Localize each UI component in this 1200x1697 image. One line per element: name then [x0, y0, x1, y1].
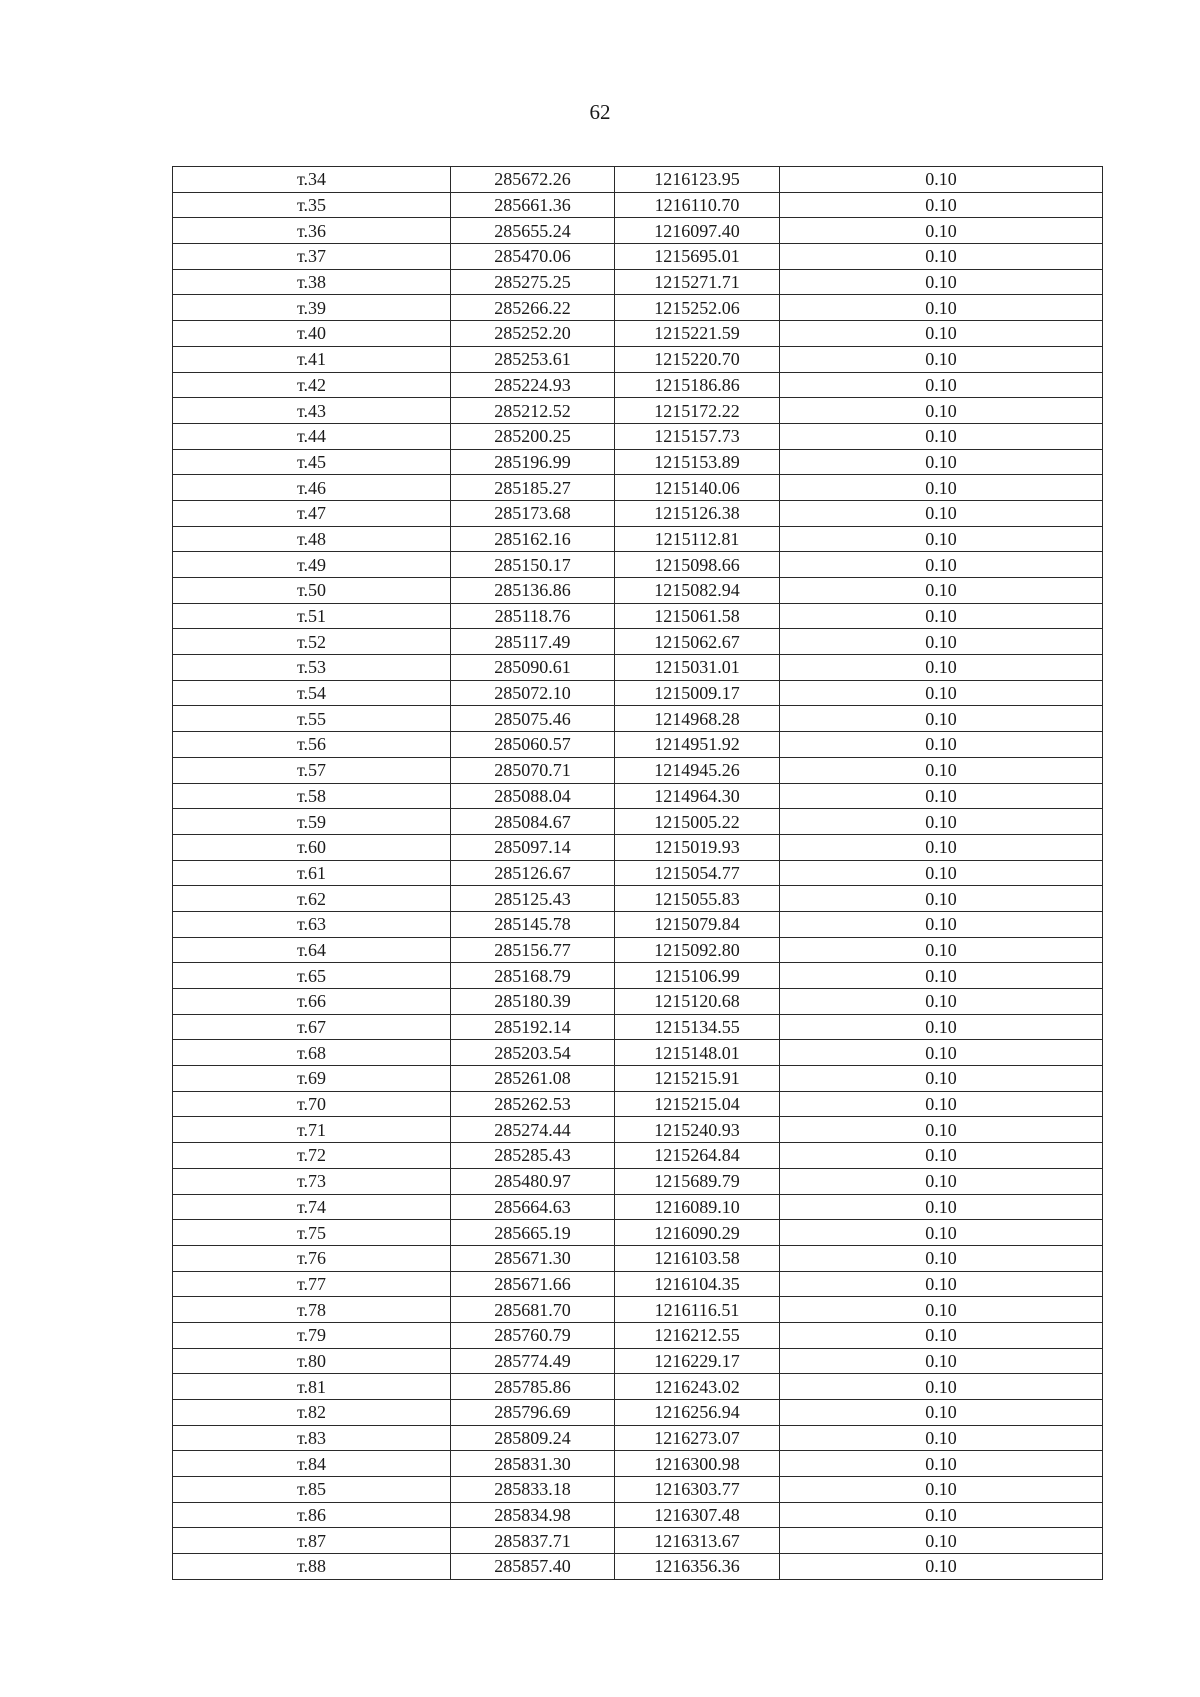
y-coordinate-cell: 1216123.95 [615, 167, 780, 193]
accuracy-cell: 0.10 [780, 1374, 1103, 1400]
x-coordinate-cell: 285837.71 [451, 1528, 615, 1554]
accuracy-cell: 0.10 [780, 1348, 1103, 1374]
table-row [173, 1374, 1103, 1400]
table-row [173, 706, 1103, 732]
accuracy-cell: 0.10 [780, 1502, 1103, 1528]
point-cell: т.67 [173, 1014, 451, 1040]
x-coordinate-cell: 285224.93 [451, 372, 615, 398]
point-cell: т.47 [173, 500, 451, 526]
accuracy-cell: 0.10 [780, 1014, 1103, 1040]
y-coordinate-cell: 1215079.84 [615, 911, 780, 937]
accuracy-cell: 0.10 [780, 937, 1103, 963]
accuracy-cell: 0.10 [780, 629, 1103, 655]
y-coordinate-cell: 1216110.70 [615, 192, 780, 218]
x-coordinate-cell: 285097.14 [451, 834, 615, 860]
y-coordinate-cell: 1215019.93 [615, 834, 780, 860]
table-row [173, 526, 1103, 552]
y-coordinate-cell: 1216356.36 [615, 1554, 780, 1580]
table-row [173, 937, 1103, 963]
accuracy-cell: 0.10 [780, 192, 1103, 218]
x-coordinate-cell: 285833.18 [451, 1477, 615, 1503]
y-coordinate-cell: 1216243.02 [615, 1374, 780, 1400]
page-number: 62 [589, 100, 611, 124]
accuracy-cell: 0.10 [780, 1066, 1103, 1092]
x-coordinate-cell: 285150.17 [451, 552, 615, 578]
table-row [173, 423, 1103, 449]
y-coordinate-cell: 1215009.17 [615, 680, 780, 706]
x-coordinate-cell: 285192.14 [451, 1014, 615, 1040]
table-row [173, 1425, 1103, 1451]
point-cell: т.38 [173, 269, 451, 295]
accuracy-cell: 0.10 [780, 321, 1103, 347]
accuracy-cell: 0.10 [780, 1322, 1103, 1348]
point-cell: т.39 [173, 295, 451, 321]
point-cell: т.81 [173, 1374, 451, 1400]
accuracy-cell: 0.10 [780, 372, 1103, 398]
table-row [173, 1194, 1103, 1220]
y-coordinate-cell: 1215031.01 [615, 655, 780, 681]
accuracy-cell: 0.10 [780, 1091, 1103, 1117]
accuracy-cell: 0.10 [780, 269, 1103, 295]
y-coordinate-cell: 1215264.84 [615, 1143, 780, 1169]
table-row [173, 449, 1103, 475]
y-coordinate-cell: 1216313.67 [615, 1528, 780, 1554]
table-row [173, 629, 1103, 655]
point-cell: т.57 [173, 757, 451, 783]
point-cell: т.80 [173, 1348, 451, 1374]
y-coordinate-cell: 1215062.67 [615, 629, 780, 655]
point-cell: т.61 [173, 860, 451, 886]
x-coordinate-cell: 285070.71 [451, 757, 615, 783]
accuracy-cell: 0.10 [780, 1451, 1103, 1477]
table-row [173, 398, 1103, 424]
point-cell: т.37 [173, 244, 451, 270]
y-coordinate-cell: 1215112.81 [615, 526, 780, 552]
table-row [173, 1297, 1103, 1323]
accuracy-cell: 0.10 [780, 1528, 1103, 1554]
x-coordinate-cell: 285831.30 [451, 1451, 615, 1477]
point-cell: т.82 [173, 1400, 451, 1426]
y-coordinate-cell: 1215055.83 [615, 886, 780, 912]
x-coordinate-cell: 285262.53 [451, 1091, 615, 1117]
accuracy-cell: 0.10 [780, 167, 1103, 193]
x-coordinate-cell: 285088.04 [451, 783, 615, 809]
point-cell: т.72 [173, 1143, 451, 1169]
x-coordinate-cell: 285760.79 [451, 1322, 615, 1348]
x-coordinate-cell: 285126.67 [451, 860, 615, 886]
table-row [173, 321, 1103, 347]
accuracy-cell: 0.10 [780, 1554, 1103, 1580]
x-coordinate-cell: 285681.70 [451, 1297, 615, 1323]
table-row [173, 1528, 1103, 1554]
x-coordinate-cell: 285480.97 [451, 1168, 615, 1194]
accuracy-cell: 0.10 [780, 552, 1103, 578]
x-coordinate-cell: 285090.61 [451, 655, 615, 681]
table-row [173, 1168, 1103, 1194]
table-row [173, 1502, 1103, 1528]
y-coordinate-cell: 1215271.71 [615, 269, 780, 295]
point-cell: т.59 [173, 809, 451, 835]
accuracy-cell: 0.10 [780, 346, 1103, 372]
x-coordinate-cell: 285212.52 [451, 398, 615, 424]
x-coordinate-cell: 285060.57 [451, 732, 615, 758]
x-coordinate-cell: 285661.36 [451, 192, 615, 218]
table-row [173, 244, 1103, 270]
y-coordinate-cell: 1215092.80 [615, 937, 780, 963]
table-row [173, 655, 1103, 681]
x-coordinate-cell: 285672.26 [451, 167, 615, 193]
point-cell: т.69 [173, 1066, 451, 1092]
accuracy-cell: 0.10 [780, 1400, 1103, 1426]
table-row [173, 1400, 1103, 1426]
point-cell: т.52 [173, 629, 451, 655]
point-cell: т.55 [173, 706, 451, 732]
table-row [173, 809, 1103, 835]
x-coordinate-cell: 285470.06 [451, 244, 615, 270]
x-coordinate-cell: 285185.27 [451, 475, 615, 501]
coordinates-table [172, 166, 1103, 1580]
accuracy-cell: 0.10 [780, 886, 1103, 912]
point-cell: т.56 [173, 732, 451, 758]
accuracy-cell: 0.10 [780, 475, 1103, 501]
table-row [173, 1014, 1103, 1040]
x-coordinate-cell: 285285.43 [451, 1143, 615, 1169]
point-cell: т.40 [173, 321, 451, 347]
x-coordinate-cell: 285203.54 [451, 1040, 615, 1066]
x-coordinate-cell: 285774.49 [451, 1348, 615, 1374]
table-row [173, 218, 1103, 244]
y-coordinate-cell: 1215695.01 [615, 244, 780, 270]
accuracy-cell: 0.10 [780, 1168, 1103, 1194]
point-cell: т.76 [173, 1245, 451, 1271]
y-coordinate-cell: 1215215.04 [615, 1091, 780, 1117]
x-coordinate-cell: 285275.25 [451, 269, 615, 295]
point-cell: т.73 [173, 1168, 451, 1194]
y-coordinate-cell: 1215252.06 [615, 295, 780, 321]
x-coordinate-cell: 285162.16 [451, 526, 615, 552]
accuracy-cell: 0.10 [780, 989, 1103, 1015]
x-coordinate-cell: 285200.25 [451, 423, 615, 449]
accuracy-cell: 0.10 [780, 1143, 1103, 1169]
y-coordinate-cell: 1215054.77 [615, 860, 780, 886]
point-cell: т.75 [173, 1220, 451, 1246]
point-cell: т.44 [173, 423, 451, 449]
point-cell: т.50 [173, 578, 451, 604]
table-row [173, 911, 1103, 937]
table-row [173, 860, 1103, 886]
table-row [173, 1322, 1103, 1348]
table-row [173, 578, 1103, 604]
y-coordinate-cell: 1216090.29 [615, 1220, 780, 1246]
table-row [173, 1477, 1103, 1503]
x-coordinate-cell: 285145.78 [451, 911, 615, 937]
point-cell: т.48 [173, 526, 451, 552]
x-coordinate-cell: 285252.20 [451, 321, 615, 347]
table-row [173, 1091, 1103, 1117]
accuracy-cell: 0.10 [780, 526, 1103, 552]
x-coordinate-cell: 285655.24 [451, 218, 615, 244]
point-cell: т.74 [173, 1194, 451, 1220]
y-coordinate-cell: 1215134.55 [615, 1014, 780, 1040]
accuracy-cell: 0.10 [780, 732, 1103, 758]
x-coordinate-cell: 285168.79 [451, 963, 615, 989]
accuracy-cell: 0.10 [780, 706, 1103, 732]
y-coordinate-cell: 1216303.77 [615, 1477, 780, 1503]
point-cell: т.45 [173, 449, 451, 475]
table-row [173, 552, 1103, 578]
point-cell: т.36 [173, 218, 451, 244]
point-cell: т.51 [173, 603, 451, 629]
accuracy-cell: 0.10 [780, 655, 1103, 681]
point-cell: т.62 [173, 886, 451, 912]
x-coordinate-cell: 285136.86 [451, 578, 615, 604]
table-row [173, 603, 1103, 629]
point-cell: т.71 [173, 1117, 451, 1143]
y-coordinate-cell: 1216256.94 [615, 1400, 780, 1426]
y-coordinate-cell: 1215082.94 [615, 578, 780, 604]
y-coordinate-cell: 1216300.98 [615, 1451, 780, 1477]
point-cell: т.58 [173, 783, 451, 809]
y-coordinate-cell: 1215148.01 [615, 1040, 780, 1066]
point-cell: т.41 [173, 346, 451, 372]
y-coordinate-cell: 1215061.58 [615, 603, 780, 629]
accuracy-cell: 0.10 [780, 783, 1103, 809]
y-coordinate-cell: 1216307.48 [615, 1502, 780, 1528]
point-cell: т.34 [173, 167, 451, 193]
point-cell: т.43 [173, 398, 451, 424]
table-row [173, 1220, 1103, 1246]
accuracy-cell: 0.10 [780, 1425, 1103, 1451]
point-cell: т.35 [173, 192, 451, 218]
table-row [173, 680, 1103, 706]
table-row [173, 732, 1103, 758]
point-cell: т.79 [173, 1322, 451, 1348]
point-cell: т.63 [173, 911, 451, 937]
point-cell: т.88 [173, 1554, 451, 1580]
accuracy-cell: 0.10 [780, 1271, 1103, 1297]
accuracy-cell: 0.10 [780, 578, 1103, 604]
y-coordinate-cell: 1216212.55 [615, 1322, 780, 1348]
accuracy-cell: 0.10 [780, 963, 1103, 989]
accuracy-cell: 0.10 [780, 1220, 1103, 1246]
accuracy-cell: 0.10 [780, 911, 1103, 937]
x-coordinate-cell: 285196.99 [451, 449, 615, 475]
table-row [173, 1554, 1103, 1580]
x-coordinate-cell: 285809.24 [451, 1425, 615, 1451]
x-coordinate-cell: 285671.30 [451, 1245, 615, 1271]
y-coordinate-cell: 1215157.73 [615, 423, 780, 449]
table-row [173, 295, 1103, 321]
point-cell: т.86 [173, 1502, 451, 1528]
point-cell: т.87 [173, 1528, 451, 1554]
y-coordinate-cell: 1215240.93 [615, 1117, 780, 1143]
y-coordinate-cell: 1216089.10 [615, 1194, 780, 1220]
x-coordinate-cell: 285072.10 [451, 680, 615, 706]
table-row [173, 269, 1103, 295]
accuracy-cell: 0.10 [780, 834, 1103, 860]
accuracy-cell: 0.10 [780, 449, 1103, 475]
accuracy-cell: 0.10 [780, 1040, 1103, 1066]
x-coordinate-cell: 285671.66 [451, 1271, 615, 1297]
point-cell: т.53 [173, 655, 451, 681]
table-row [173, 346, 1103, 372]
x-coordinate-cell: 285796.69 [451, 1400, 615, 1426]
accuracy-cell: 0.10 [780, 1297, 1103, 1323]
table-row [173, 757, 1103, 783]
accuracy-cell: 0.10 [780, 500, 1103, 526]
y-coordinate-cell: 1214964.30 [615, 783, 780, 809]
point-cell: т.83 [173, 1425, 451, 1451]
x-coordinate-cell: 285125.43 [451, 886, 615, 912]
table-row [173, 192, 1103, 218]
point-cell: т.54 [173, 680, 451, 706]
table-row [173, 1451, 1103, 1477]
y-coordinate-cell: 1215186.86 [615, 372, 780, 398]
y-coordinate-cell: 1215215.91 [615, 1066, 780, 1092]
accuracy-cell: 0.10 [780, 423, 1103, 449]
y-coordinate-cell: 1215689.79 [615, 1168, 780, 1194]
x-coordinate-cell: 285266.22 [451, 295, 615, 321]
x-coordinate-cell: 285117.49 [451, 629, 615, 655]
y-coordinate-cell: 1216097.40 [615, 218, 780, 244]
y-coordinate-cell: 1215005.22 [615, 809, 780, 835]
table-row [173, 1348, 1103, 1374]
y-coordinate-cell: 1215140.06 [615, 475, 780, 501]
point-cell: т.78 [173, 1297, 451, 1323]
table-row [173, 783, 1103, 809]
x-coordinate-cell: 285075.46 [451, 706, 615, 732]
point-cell: т.68 [173, 1040, 451, 1066]
x-coordinate-cell: 285253.61 [451, 346, 615, 372]
point-cell: т.64 [173, 937, 451, 963]
table-row [173, 1066, 1103, 1092]
table-row [173, 167, 1103, 193]
accuracy-cell: 0.10 [780, 1245, 1103, 1271]
accuracy-cell: 0.10 [780, 218, 1103, 244]
x-coordinate-cell: 285261.08 [451, 1066, 615, 1092]
x-coordinate-cell: 285834.98 [451, 1502, 615, 1528]
x-coordinate-cell: 285664.63 [451, 1194, 615, 1220]
coordinates-table-body [173, 167, 1103, 1580]
point-cell: т.46 [173, 475, 451, 501]
y-coordinate-cell: 1214968.28 [615, 706, 780, 732]
x-coordinate-cell: 285665.19 [451, 1220, 615, 1246]
y-coordinate-cell: 1216103.58 [615, 1245, 780, 1271]
y-coordinate-cell: 1215126.38 [615, 500, 780, 526]
y-coordinate-cell: 1216104.35 [615, 1271, 780, 1297]
accuracy-cell: 0.10 [780, 1477, 1103, 1503]
table-row [173, 834, 1103, 860]
point-cell: т.66 [173, 989, 451, 1015]
point-cell: т.42 [173, 372, 451, 398]
y-coordinate-cell: 1214945.26 [615, 757, 780, 783]
x-coordinate-cell: 285180.39 [451, 989, 615, 1015]
point-cell: т.85 [173, 1477, 451, 1503]
table-row [173, 989, 1103, 1015]
y-coordinate-cell: 1216273.07 [615, 1425, 780, 1451]
table-row [173, 963, 1103, 989]
accuracy-cell: 0.10 [780, 603, 1103, 629]
x-coordinate-cell: 285084.67 [451, 809, 615, 835]
y-coordinate-cell: 1215172.22 [615, 398, 780, 424]
y-coordinate-cell: 1215220.70 [615, 346, 780, 372]
point-cell: т.77 [173, 1271, 451, 1297]
point-cell: т.65 [173, 963, 451, 989]
y-coordinate-cell: 1215153.89 [615, 449, 780, 475]
accuracy-cell: 0.10 [780, 860, 1103, 886]
x-coordinate-cell: 285118.76 [451, 603, 615, 629]
accuracy-cell: 0.10 [780, 757, 1103, 783]
table-row [173, 1117, 1103, 1143]
accuracy-cell: 0.10 [780, 295, 1103, 321]
x-coordinate-cell: 285857.40 [451, 1554, 615, 1580]
y-coordinate-cell: 1214951.92 [615, 732, 780, 758]
y-coordinate-cell: 1215221.59 [615, 321, 780, 347]
table-row [173, 500, 1103, 526]
point-cell: т.60 [173, 834, 451, 860]
point-cell: т.70 [173, 1091, 451, 1117]
accuracy-cell: 0.10 [780, 244, 1103, 270]
point-cell: т.49 [173, 552, 451, 578]
accuracy-cell: 0.10 [780, 1194, 1103, 1220]
y-coordinate-cell: 1215098.66 [615, 552, 780, 578]
table-row [173, 886, 1103, 912]
table-row [173, 372, 1103, 398]
y-coordinate-cell: 1216229.17 [615, 1348, 780, 1374]
y-coordinate-cell: 1215106.99 [615, 963, 780, 989]
x-coordinate-cell: 285156.77 [451, 937, 615, 963]
x-coordinate-cell: 285173.68 [451, 500, 615, 526]
table-row [173, 1271, 1103, 1297]
x-coordinate-cell: 285274.44 [451, 1117, 615, 1143]
y-coordinate-cell: 1215120.68 [615, 989, 780, 1015]
accuracy-cell: 0.10 [780, 680, 1103, 706]
x-coordinate-cell: 285785.86 [451, 1374, 615, 1400]
table-row [173, 475, 1103, 501]
y-coordinate-cell: 1216116.51 [615, 1297, 780, 1323]
accuracy-cell: 0.10 [780, 1117, 1103, 1143]
accuracy-cell: 0.10 [780, 809, 1103, 835]
table-row [173, 1143, 1103, 1169]
table-row [173, 1040, 1103, 1066]
accuracy-cell: 0.10 [780, 398, 1103, 424]
point-cell: т.84 [173, 1451, 451, 1477]
table-row [173, 1245, 1103, 1271]
